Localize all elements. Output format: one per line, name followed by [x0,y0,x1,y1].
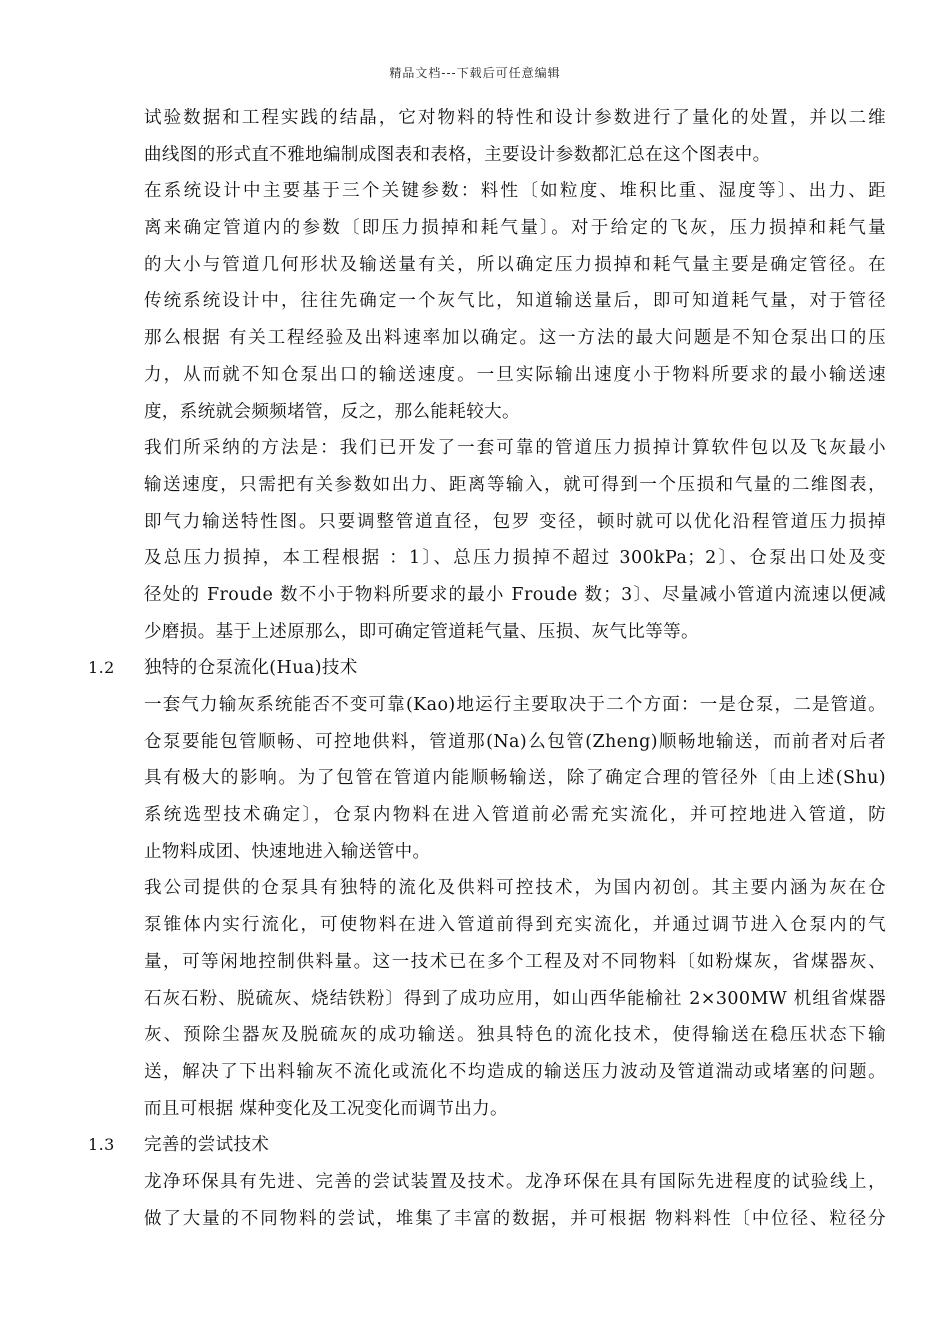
text-line: 系统选型技术确定〕，仓泵内物料在进入管道前必需充实流化，并可控地进入管道，防 [144,805,886,826]
section-heading [88,1127,886,1164]
text-line: 试验数据和工程实践的结晶，它对物料的特性和设计参数进行了量化的处置，并以二维 [144,108,886,128]
text-line: 的大小与管道几何形状及输送量有关，所以确定压力损掉和耗气量主要是确定管径。在 [144,254,886,275]
text-line: 即气力输送特性图。只要调整管道直径，包罗 变径，顿时就可以优化沿程管道压力损掉 [144,511,886,532]
section-title: 独特的仓泵流化(Hua)技术 [144,658,358,679]
text-line: 径处的 Froude 数不小于物料所要求的最小 Froude 数；3〕、尽量减小管道内流速以便减 [144,584,886,605]
text-line: 泵锥体内实行流化，可使物料在进入管道前得到充实流化，并通过调节进入仓泵内的气 [144,915,886,936]
text-line: 我们所采纳的方法是：我们已开发了一套可靠的管道压力损掉计算软件包以及飞灰最小 [144,438,886,459]
text-line: 灰、预除尘器灰及脱硫灰的成功输送。独具特色的流化技术，使得输送在稳压状态下输 [144,1025,886,1046]
text-line: 及总压力损掉，本工程根据 ：1〕、总压力损掉不超过 300kPa；2〕、仓泵出口处及变 [144,548,886,569]
text-line: 仓泵要能包管顺畅、可控地供料，管道那(Na)么包管(Zheng)顺畅地输送，而前者对后者 [144,731,886,752]
document-body [88,100,886,1237]
text-line: 具有极大的影响。为了包管在管道内能顺畅输送，除了确定合理的管径外〔由上述(Shu) [144,768,886,789]
text-line: 一套气力输灰系统能否不变可靠(Kao)地运行主要取决于二个方面：一是仓泵，二是管道。 [144,695,886,715]
page-header: 精品文档---下载后可任意编辑 [389,66,561,80]
text-line: 做了大量的不同物料的尝试，堆集了丰富的数据，并可根据 物料料性〔中位径、粒径分 [144,1208,886,1229]
section-heading [88,650,886,687]
text-line: 在系统设计中主要基于三个关键参数：料性〔如粒度、堆积比重、湿度等〕、出力、距 [144,181,886,202]
text-line: 石灰石粉、脱硫灰、烧结铁粉〕得到了成功应用，如山西华能榆社 2×300MW 机组省煤器 [144,988,886,1009]
section-number: 1.3 [88,1135,115,1155]
text-line: 度，系统就会频频堵管，反之，那么能耗较大。 [144,401,520,422]
text-line: 那么根据 有关工程经验及出料速率加以确定。这一方法的最大问题是不知仓泵出口的压 [144,328,886,349]
text-line: 输送速度，只需把有关参数如出力、距离等输入，就可得到一个压损和气量的二维图表， [144,474,886,495]
text-line: 曲线图的形式直不雅地编制成图表和表格，主要设计参数都汇总在这个图表中。 [144,144,771,165]
section-title: 完善的尝试技术 [144,1135,270,1156]
text-line: 传统系统设计中，往往先确定一个灰气比，知道输送量后，即可知道耗气量，对于管径 [144,291,886,312]
text-line: 我公司提供的仓泵具有独特的流化及供料可控技术，为国内初创。其主要内涵为灰在仓 [144,878,886,899]
text-line: 离来确定管道内的参数〔即压力损掉和耗气量〕。对于给定的飞灰，压力损掉和耗气量 [144,218,886,239]
text-line: 止物料成团、快速地进入输送管中。 [144,841,431,862]
section-number: 1.2 [88,658,115,678]
text-line: 力，从而就不知仓泵出口的输送速度。一旦实际输出速度小于物料所要求的最小输送速 [144,364,886,385]
text-line: 少磨损。基于上述原那么，即可确定管道耗气量、压损、灰气比等等。 [144,621,699,642]
text-line: 量，可等闲地控制供料量。这一技术已在多个工程及对不同物料〔如粉煤灰，省煤器灰、 [144,951,886,972]
text-line: 而且可根据 煤种变化及工况变化而调节出力。 [144,1098,508,1119]
text-line: 送，解决了下出料输灰不流化或流化不均造成的输送压力波动及管道湍动或堵塞的问题。 [144,1061,886,1082]
text-line: 龙净环保具有先进、完善的尝试装置及技术。龙净环保在具有国际先进程度的试验线上， [144,1171,886,1192]
